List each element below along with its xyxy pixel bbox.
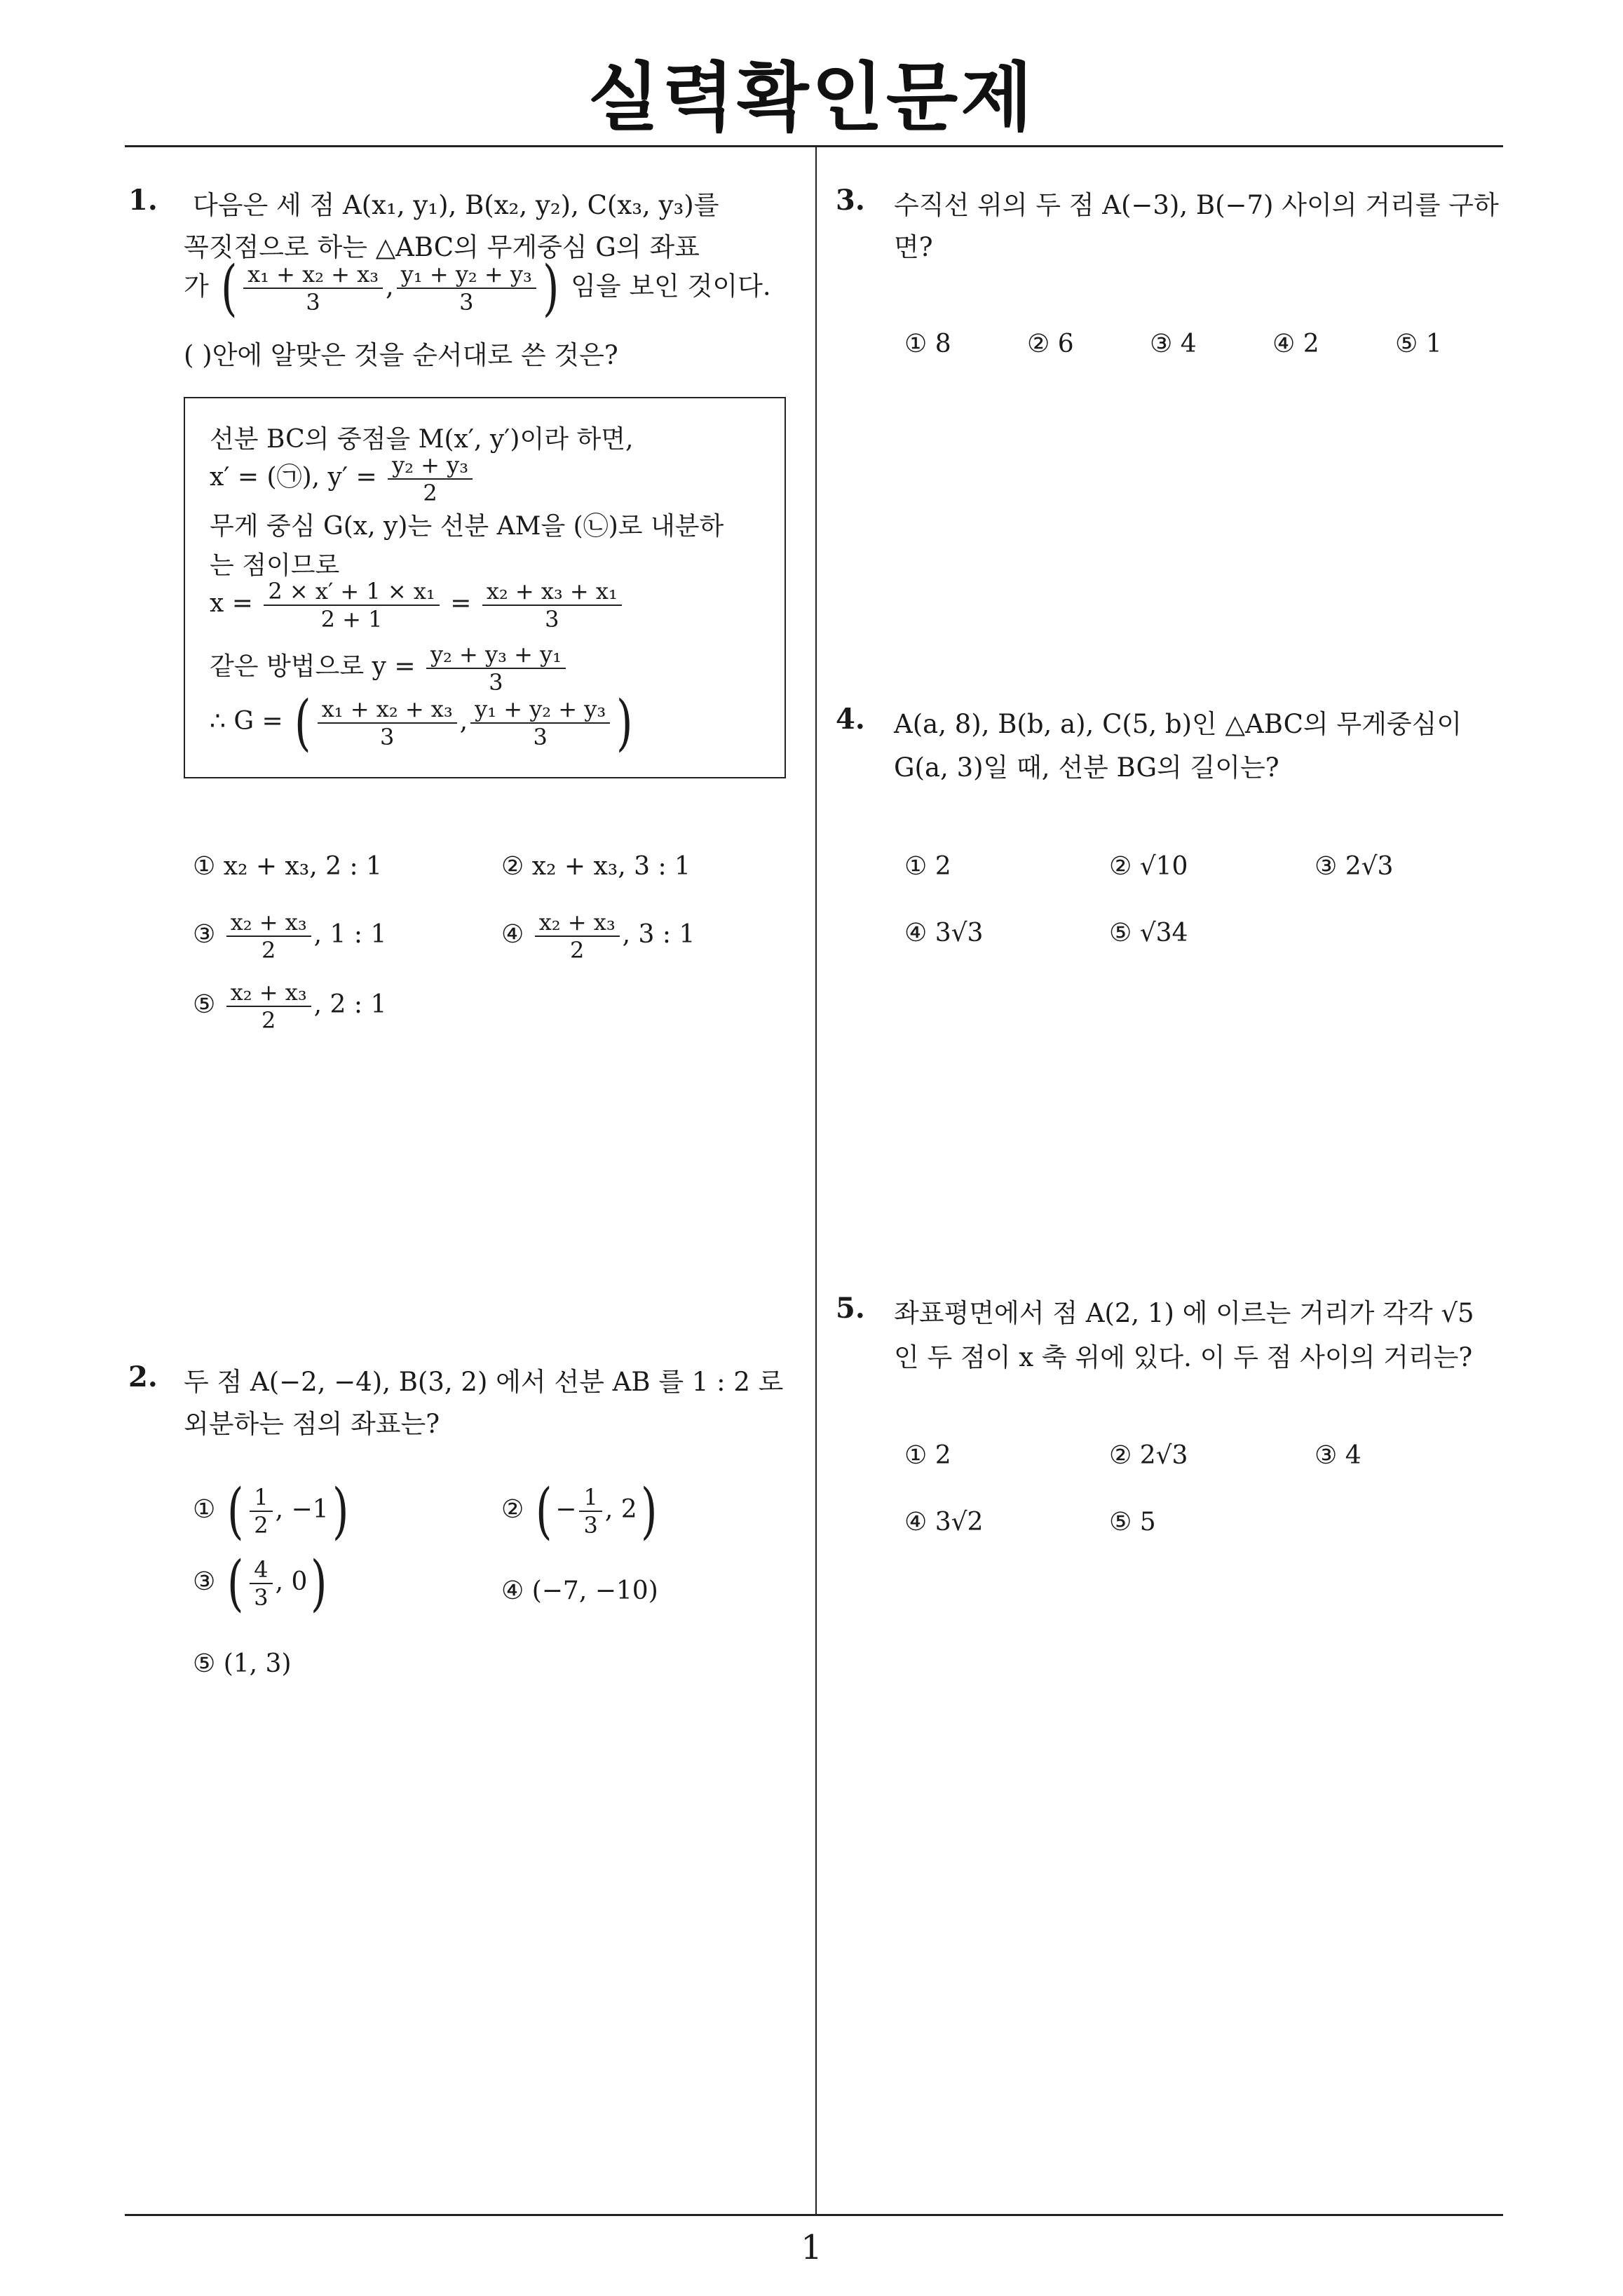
question-text-line: 면? — [894, 232, 933, 262]
question-text-line: G(a, 3)일 때, 선분 BG의 길이는? — [894, 752, 1279, 783]
fraction: $\frac{\text{y₂ + y₃}}{2}$ — [388, 452, 473, 506]
fraction: $\frac{\text{2 × x′ + 1 × x₁}}{2 + 1}$ — [264, 578, 439, 633]
fraction: $\frac{4}{3}$ — [250, 1556, 272, 1611]
fraction: $\frac{\text{x₁ + x₂ + x₃}}{3}$ — [318, 696, 457, 750]
page-number: 1 — [801, 2228, 822, 2267]
question-text-line-with-fraction: 가 ( $\frac{\text{x₁ + x₂ + x₃}}{3}$ , $\frac{\text{y₁ + y₂ + y₃}}{3}$ ) 임을 보인 것이다. — [184, 253, 771, 323]
answer-option-1[interactable]: ① 2 — [904, 852, 951, 881]
question-number: 5. — [836, 1292, 865, 1325]
answer-option-5[interactable]: ⑤ $\frac{\text{x₂ + x₃}}{2}$ , 2 : 1 — [193, 979, 387, 1034]
answer-option-2[interactable]: ② ( − $\frac{1}{3}$ , 2) — [501, 1476, 658, 1546]
question-text-line: 좌표평면에서 점 A(2, 1) 에 이르는 거리가 각각 √5 — [894, 1298, 1474, 1328]
answer-option-4[interactable]: ④ $\frac{\text{x₂ + x₃}}{2}$ , 3 : 1 — [501, 909, 695, 964]
answer-option-5[interactable]: ⑤ (1, 3) — [193, 1649, 292, 1678]
answer-option-4[interactable]: ④ 3√2 — [904, 1508, 984, 1537]
answer-option-3[interactable]: ③ 4 — [1150, 330, 1197, 358]
fraction: $\frac{\text{y₁ + y₂ + y₃}}{3}$ — [397, 261, 536, 316]
question-text-line: 다음은 세 점 A(x₁, y₁), B(x₂, y₂), C(x₃, y₃)를 — [193, 190, 719, 220]
question-text-line: 외분하는 점의 좌표는? — [184, 1409, 440, 1439]
box-line: 는 점이므로 — [210, 551, 340, 580]
answer-option-5[interactable]: ⑤ 1 — [1395, 330, 1442, 358]
fraction: $\frac{\text{x₂ + x₃}}{2}$ — [226, 909, 311, 964]
proof-box — [184, 397, 786, 778]
box-line: 선분 BC의 중점을 M(x′, y′)이라 하면, — [210, 425, 634, 454]
answer-option-1[interactable]: ① 8 — [904, 330, 951, 358]
question-text-line: 꼭짓점으로 하는 △ABC의 무게중심 G의 좌표 — [184, 232, 700, 262]
answer-option-1[interactable]: ① x₂ + x₃, 2 : 1 — [193, 852, 382, 881]
question-text-line: 수직선 위의 두 점 A(−3), B(−7) 사이의 거리를 구하 — [894, 190, 1499, 220]
answer-option-2[interactable]: ② x₂ + x₃, 3 : 1 — [501, 852, 691, 881]
question-number: 4. — [836, 703, 865, 736]
question-text-line: 두 점 A(−2, −4), B(3, 2) 에서 선분 AB 를 1 : 2 로 — [184, 1367, 784, 1397]
question-text-line: 인 두 점이 x 축 위에 있다. 이 두 점 사이의 거리는? — [894, 1342, 1473, 1372]
answer-option-4[interactable]: ④ 3√3 — [904, 919, 984, 947]
box-line: 같은 방법으로 y = $\frac{\text{y₂ + y₃ + y₁}}{3}$ — [210, 641, 569, 696]
answer-option-5[interactable]: ⑤ √34 — [1109, 919, 1188, 947]
answer-option-3[interactable]: ③ ( $\frac{4}{3}$ , 0) — [193, 1548, 327, 1619]
box-line: x = $\frac{\text{2 × x′ + 1 × x₁}}{2 + 1}$ = $\frac{\text{x₂ + x₃ + x₁}}{3}$ — [210, 578, 625, 633]
box-line: 무게 중심 G(x, y)는 선분 AM을 (㉡)로 내분하 — [210, 512, 724, 541]
column-divider — [815, 146, 817, 2214]
answer-option-5[interactable]: ⑤ 5 — [1109, 1508, 1156, 1537]
fraction: $\frac{\text{y₂ + y₃ + y₁}}{3}$ — [426, 641, 566, 696]
text-fragment: 임을 보인 것이다. — [571, 271, 771, 302]
answer-option-3[interactable]: ③ $\frac{\text{x₂ + x₃}}{2}$ , 1 : 1 — [193, 909, 387, 964]
fraction: $\frac{1}{3}$ — [579, 1484, 602, 1539]
left-paren: ( — [294, 688, 311, 758]
fraction: $\frac{\text{x₂ + x₃}}{2}$ — [226, 979, 311, 1034]
page-title: 실력확인문제 — [588, 55, 1035, 141]
fraction: $\frac{\text{y₁ + y₂ + y₃}}{3}$ — [470, 696, 610, 750]
question-number: 3. — [836, 184, 865, 217]
box-line: ∴ G = ( $\frac{\text{x₁ + x₂ + x₃}}{3}$ , $\frac{\text{y₁ + y₂ + y₃}}{3}$ ) — [210, 688, 633, 758]
question-number: 2. — [128, 1360, 158, 1393]
answer-option-2[interactable]: ② 2√3 — [1109, 1441, 1188, 1470]
answer-option-4[interactable]: ④ 2 — [1272, 330, 1319, 358]
right-paren: ) — [616, 688, 633, 758]
answer-option-1[interactable]: ① ( $\frac{1}{2}$ , −1) — [193, 1476, 349, 1546]
text-fragment: 가 — [184, 271, 209, 302]
box-line: x′ = (㉠), y′ = $\frac{\text{y₂ + y₃}}{2}$ — [210, 452, 475, 506]
question-text-line: A(a, 8), B(b, a), C(5, b)인 △ABC의 무게중심이 — [894, 709, 1462, 739]
answer-option-3[interactable]: ③ 4 — [1315, 1441, 1361, 1470]
answer-option-2[interactable]: ② 6 — [1027, 330, 1074, 358]
fraction: $\frac{\text{x₂ + x₃ + x₁}}{3}$ — [482, 578, 622, 633]
question-number: 1. — [128, 184, 158, 217]
answer-option-3[interactable]: ③ 2√3 — [1315, 852, 1394, 881]
answer-option-2[interactable]: ② √10 — [1109, 852, 1188, 881]
right-paren: ) — [542, 253, 559, 323]
fraction: $\frac{\text{x₂ + x₃}}{2}$ — [535, 909, 620, 964]
answer-option-1[interactable]: ① 2 — [904, 1441, 951, 1470]
bottom-rule — [125, 2214, 1503, 2216]
fraction: $\frac{1}{2}$ — [250, 1484, 272, 1539]
answer-option-4[interactable]: ④ (−7, −10) — [501, 1576, 658, 1605]
left-paren: ( — [220, 253, 238, 323]
top-rule — [125, 145, 1503, 147]
question-text-line: ( )안에 알맞은 것을 순서대로 쓴 것은? — [184, 340, 618, 370]
fraction: $\frac{\text{x₁ + x₂ + x₃}}{3}$ — [243, 261, 383, 316]
